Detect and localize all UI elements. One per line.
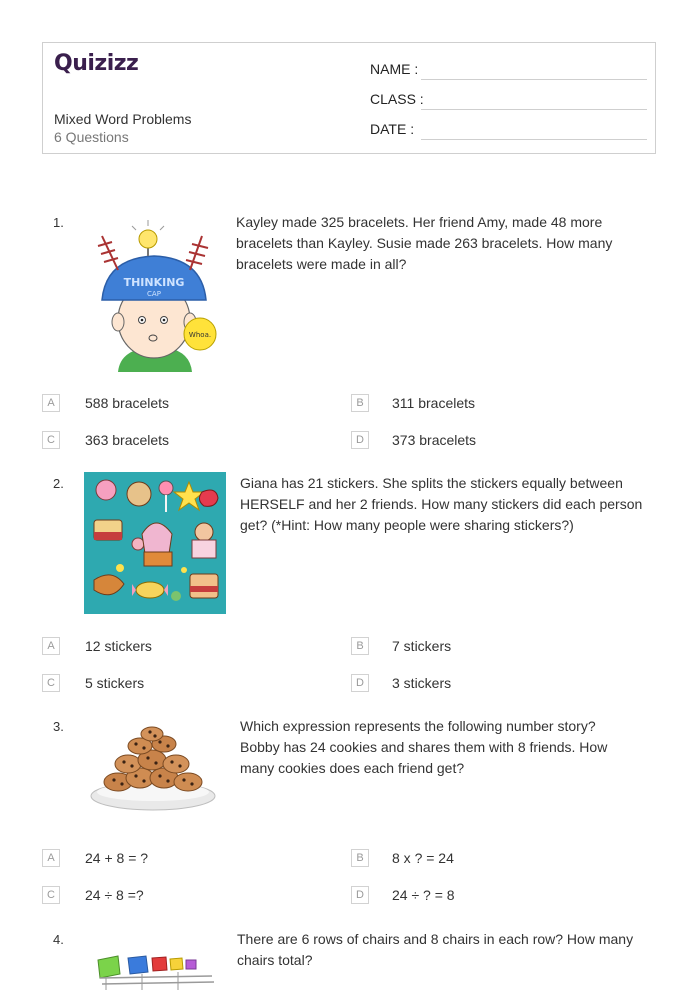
question-2-option-a-text[interactable]: 12 stickers: [85, 638, 152, 654]
cookie-plate-illustration: [88, 724, 218, 814]
question-2-option-a-letter[interactable]: A: [42, 637, 60, 655]
class-label: CLASS :: [370, 91, 424, 107]
question-1-image: [84, 212, 220, 372]
question-1-option-d-text[interactable]: 373 bracelets: [392, 432, 477, 448]
date-line[interactable]: [421, 139, 647, 140]
question-1-option-b-letter[interactable]: B: [351, 394, 369, 412]
question-2-number: 2.: [53, 476, 64, 491]
question-2-option-b-text[interactable]: 7 stickers: [392, 638, 452, 654]
question-1-option-c-text[interactable]: 363 bracelets: [85, 432, 170, 448]
question-3-option-d-text[interactable]: 24 ÷ ? = 8: [392, 887, 455, 903]
question-2-option-c-letter[interactable]: C: [42, 674, 60, 692]
question-3-option-b-letter[interactable]: B: [351, 849, 369, 867]
question-3-option-a-text[interactable]: 24 + 8 = ?: [85, 850, 149, 866]
worksheet-title: Mixed Word Problems: [54, 111, 192, 127]
question-count: 6 Questions: [54, 129, 129, 145]
chairs-rows-illustration: [92, 950, 218, 990]
question-3-option-c-text[interactable]: 24 ÷ 8 =?: [85, 887, 144, 903]
question-2-text: Giana has 21 stickers. She splits the stickers equally between HERSELF and her 2 friends. How many stickers did each person get? (*Hint: How many people were sharing stickers?): [240, 475, 643, 533]
question-1-option-a-text[interactable]: 588 bracelets: [85, 395, 170, 411]
question-3-option-b-text[interactable]: 8 x ? = 24: [392, 850, 454, 866]
question-1-option-a-letter[interactable]: A: [42, 394, 60, 412]
speech-bubble-text: Whoa.: [188, 331, 212, 339]
question-1-text: Kayley made 325 bracelets. Her friend Amy, made 48 more bracelets than Kayley. Susie made 263 bracelets. How many bracelets were made in all?: [236, 214, 613, 272]
question-1-option-b-text[interactable]: 311 bracelets: [392, 395, 476, 411]
question-4-image: [92, 950, 218, 990]
question-1-number: 1.: [53, 215, 64, 230]
question-4-number: 4.: [53, 932, 64, 947]
question-3-image: [88, 724, 218, 814]
question-4-text: There are 6 rows of chairs and 8 chairs in each row? How many chairs total?: [237, 931, 634, 968]
question-3-option-a-letter[interactable]: A: [42, 849, 60, 867]
sweets-stickers-illustration: [84, 472, 226, 614]
cap-sub-label: CAP: [147, 290, 161, 298]
question-2-option-b-letter[interactable]: B: [351, 637, 369, 655]
question-2-option-d-letter[interactable]: D: [351, 674, 369, 692]
question-2-option-d-text[interactable]: 3 stickers: [392, 675, 452, 691]
question-3-option-d-letter[interactable]: D: [351, 886, 369, 904]
question-2-option-c-text[interactable]: 5 stickers: [85, 675, 145, 691]
question-1-option-c-letter[interactable]: C: [42, 431, 60, 449]
thinking-cap-boy-illustration: [84, 212, 220, 372]
question-3-text: Which expression represents the following number story? Bobby has 24 cookies and shares them with 8 friends. How many cookies does each friend get?: [240, 718, 608, 776]
worksheet-header: [42, 42, 656, 154]
question-2-image: [84, 472, 226, 614]
cap-label: THINKING: [123, 276, 185, 289]
date-label: DATE :: [370, 121, 415, 137]
question-1-option-d-letter[interactable]: D: [351, 431, 369, 449]
class-line[interactable]: [421, 109, 647, 110]
question-3-number: 3.: [53, 719, 64, 734]
question-3-option-c-letter[interactable]: C: [42, 886, 60, 904]
name-label: NAME :: [370, 61, 419, 77]
quizizz-logo: Quizizz: [54, 51, 139, 76]
name-line[interactable]: [421, 79, 647, 80]
